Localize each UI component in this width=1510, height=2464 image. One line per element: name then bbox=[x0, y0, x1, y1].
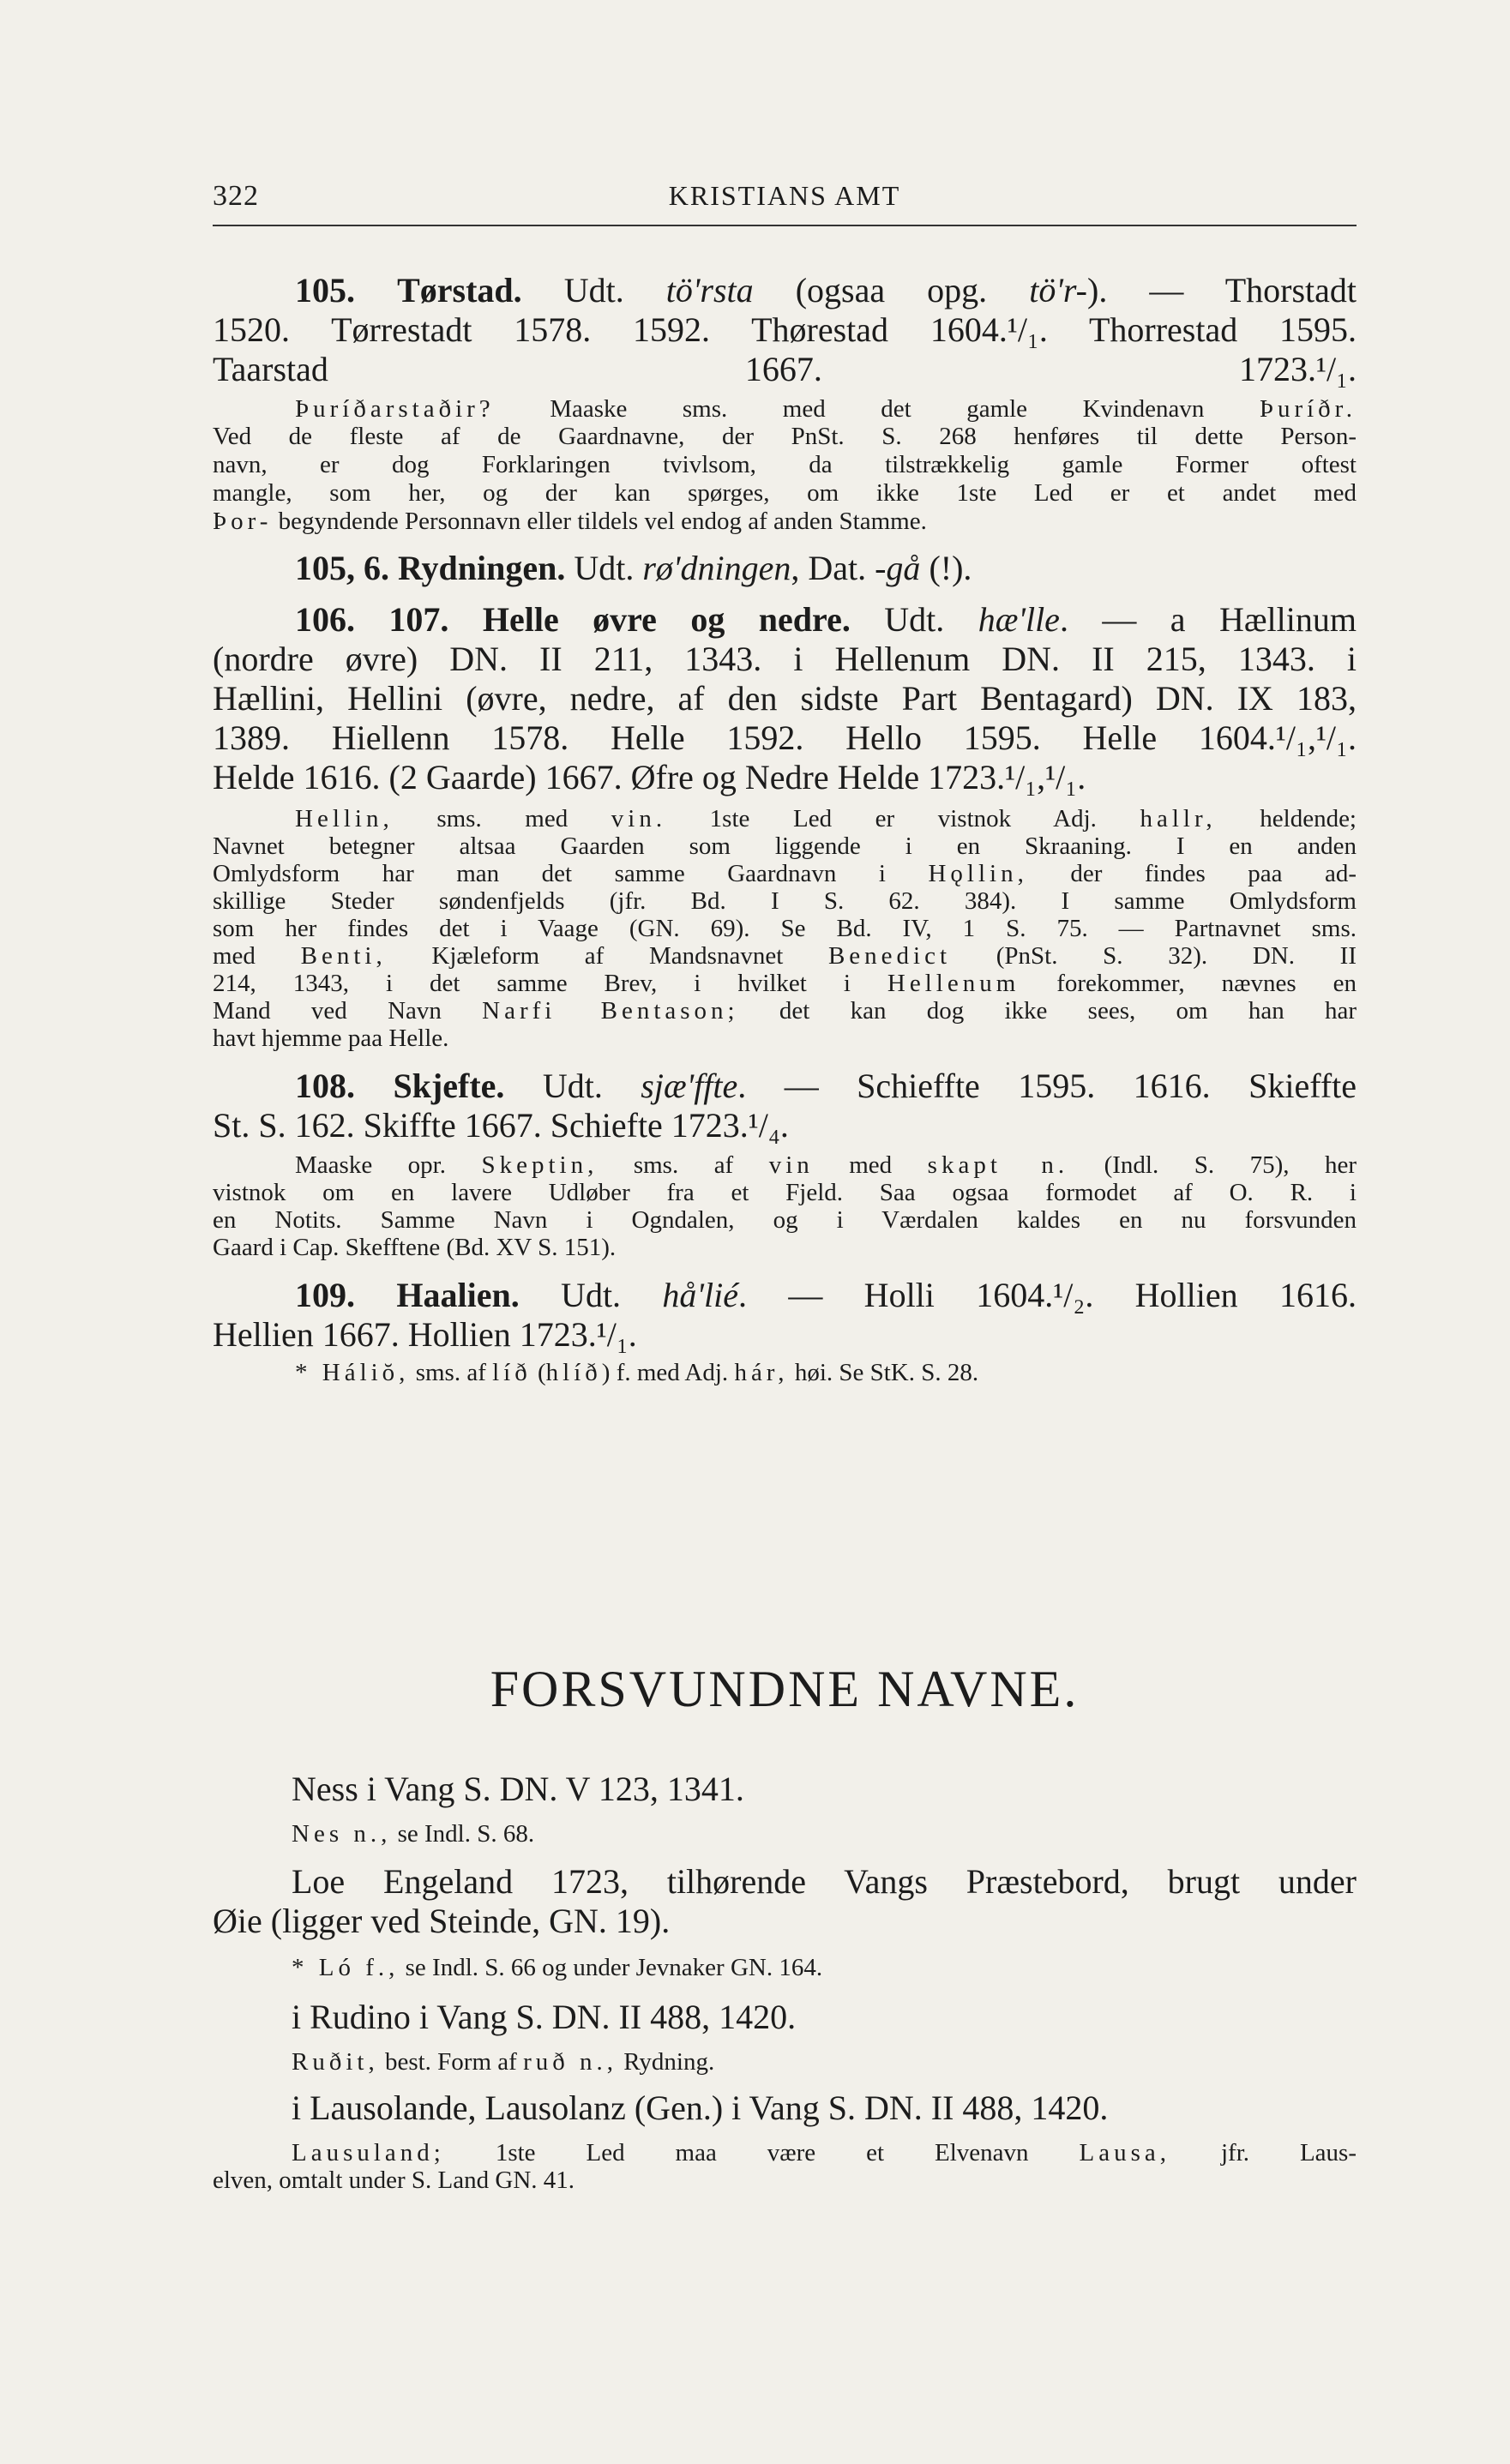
text-run: der findes paa ad- bbox=[1027, 860, 1357, 887]
section-title: FORSVUNDNE NAVNE. bbox=[490, 1661, 1080, 1717]
pronunciation: tö'r- bbox=[1029, 271, 1087, 310]
lost-name-line bbox=[213, 1862, 1357, 1902]
spaced-term: vin bbox=[768, 1151, 814, 1179]
entry-line bbox=[213, 422, 1357, 451]
text-run: ( bbox=[531, 1359, 546, 1386]
entry-line bbox=[213, 394, 1357, 424]
text-run: ). — Thorstadt bbox=[1087, 271, 1357, 310]
spaced-term: ruð n., bbox=[523, 2048, 617, 2076]
text-run bbox=[355, 1276, 396, 1314]
spaced-term: Nes n., bbox=[292, 1820, 392, 1848]
entry-line bbox=[213, 1233, 1357, 1262]
spaced-term: Ruðit, bbox=[292, 2048, 379, 2076]
entry-line bbox=[213, 758, 1357, 797]
spaced-term: líð bbox=[492, 1359, 532, 1386]
text-run: se Indl. S. 68. bbox=[391, 1820, 535, 1848]
text-run: høi. Se StK. S. 28. bbox=[788, 1359, 979, 1386]
text-run: Omlydsform har man det samme Gaardnavn i bbox=[213, 860, 929, 887]
spaced-term: Benti, bbox=[300, 942, 387, 970]
spaced-term: Þuríðr. bbox=[1259, 395, 1357, 423]
spaced-term: hlíð bbox=[545, 1359, 602, 1386]
entry-line bbox=[213, 969, 1357, 998]
entry-line bbox=[213, 1276, 1357, 1315]
text-run: ) f. med Adj. bbox=[601, 1359, 735, 1386]
lost-name-line bbox=[213, 2088, 1357, 2128]
text-run: Kjæleform af Mandsnavnet bbox=[386, 942, 828, 970]
text-run: sms. med bbox=[393, 805, 611, 832]
spaced-term: Þor- bbox=[213, 508, 273, 535]
pronunciation: -gå bbox=[875, 549, 921, 587]
entry-line bbox=[213, 1067, 1357, 1106]
text-run: jfr. Laus- bbox=[1170, 2139, 1357, 2167]
entry-line bbox=[213, 310, 1357, 350]
text-run bbox=[389, 549, 398, 587]
text-run: i Rudino i Vang S. DN. II 488, 1420. bbox=[292, 1998, 797, 2036]
text-run: 1389. Hiellenn 1578. Helle 1592. Hello 1595. Helle 1604.¹/₁,¹/₁. bbox=[213, 718, 1357, 757]
text-run: 1520. Tørrestadt 1578. 1592. Thørestad 1604.¹/₁. Thorrestad 1595. bbox=[213, 310, 1357, 349]
entry-line bbox=[213, 478, 1357, 508]
lost-name-line bbox=[213, 2047, 1357, 2076]
entry-line bbox=[213, 1024, 1357, 1053]
entry-line bbox=[213, 350, 1357, 389]
entry-heading: 105. bbox=[295, 271, 355, 310]
text-run: (PnSt. S. 32). DN. II bbox=[951, 942, 1357, 970]
spaced-term: Þuríðarstaðir? bbox=[295, 395, 495, 423]
text-run: Udt. bbox=[565, 549, 643, 587]
text-run: Udt. bbox=[519, 1276, 663, 1314]
text-run: Hællini, Hellini (øvre, nedre, af den sidste Part Bentagard) DN. IX 183, bbox=[213, 679, 1357, 718]
entry-heading: Skjefte. bbox=[393, 1067, 505, 1105]
running-title: KRISTIANS AMT bbox=[668, 180, 901, 211]
text-run: Navnet betegner altsaa Gaarden som liggende i en Skraaning. I en anden bbox=[213, 832, 1357, 860]
text-run: 214, 1343, i det samme Brev, i hvilket i bbox=[213, 970, 887, 997]
text-run bbox=[355, 1067, 393, 1105]
pronunciation: rø'dningen bbox=[642, 549, 791, 587]
text-run: sms. af bbox=[598, 1151, 769, 1179]
text-run: (ogsaa opg. bbox=[753, 271, 1030, 310]
spaced-term: Benedict bbox=[827, 942, 952, 970]
lost-name-line bbox=[213, 2166, 1357, 2195]
entry-line bbox=[213, 1205, 1357, 1235]
entry-line bbox=[213, 507, 1357, 536]
text-run: begyndende Personnavn eller tildels vel endog af anden Stamme. bbox=[272, 508, 927, 535]
lost-name-line bbox=[213, 1902, 1357, 1941]
text-run: 1ste Led er vistnok Adj. bbox=[666, 805, 1140, 832]
lost-name-line bbox=[213, 1819, 1357, 1848]
text-run: forekommer, nævnes en bbox=[1020, 970, 1357, 997]
text-run: (Indl. S. 75), her bbox=[1068, 1151, 1357, 1179]
text-run: vistnok om en lavere Udløber fra et Fjeld. Saa ogsaa formodet af O. R. i bbox=[213, 1179, 1357, 1206]
text-run: som her findes det i Vaage (GN. 69). Se Bd. IV, 1 S. 75. — Partnavnet sms. bbox=[213, 915, 1357, 942]
text-run: med bbox=[213, 942, 301, 970]
spaced-term: hár, bbox=[734, 1359, 789, 1386]
entry-line bbox=[213, 1315, 1357, 1355]
entry-line bbox=[213, 1151, 1357, 1180]
text-run: Ved de fleste af de Gaardnavne, der PnSt. S. 268 henføres til dette Person- bbox=[213, 423, 1357, 450]
spaced-term: vin. bbox=[611, 805, 667, 832]
entry-line bbox=[213, 886, 1357, 916]
text-run: en Notits. Samme Navn i Ogndalen, og i Værdalen kaldes en nu forsvunden bbox=[213, 1206, 1357, 1234]
text-run: skillige Steder søndenfjelds (jfr. Bd. I S. 62. 384). I samme Omlydsform bbox=[213, 887, 1357, 915]
entry-heading: 106. 107. bbox=[295, 600, 449, 639]
spaced-term: * Háliŏ, bbox=[295, 1359, 410, 1386]
spaced-term: Hǫllin, bbox=[928, 860, 1028, 887]
text-run: Udt. bbox=[850, 600, 978, 639]
entry-line bbox=[213, 718, 1357, 758]
spaced-term: Lausuland; bbox=[292, 2139, 445, 2167]
spaced-term: Hellin, bbox=[295, 805, 394, 832]
text-run: , Dat. bbox=[791, 549, 875, 587]
entry-line bbox=[213, 600, 1357, 640]
entry-line bbox=[213, 941, 1357, 971]
running-header bbox=[213, 177, 1357, 226]
text-run: Hellien 1667. Hollien 1723.¹/₁. bbox=[213, 1315, 637, 1354]
text-run: Taarstad 1667. 1723.¹/₁. bbox=[213, 350, 1357, 388]
text-run: (nordre øvre) DN. II 211, 1343. i Hellenum DN. II 215, 1343. i bbox=[213, 640, 1357, 678]
text-run: det kan dog ikke sees, om han har bbox=[738, 997, 1357, 1025]
entry-line bbox=[213, 450, 1357, 479]
pronunciation: hå'lié bbox=[662, 1276, 738, 1314]
entry-line bbox=[213, 640, 1357, 679]
text-run: mangle, som her, og der kan spørges, om ikke 1ste Led er et andet med bbox=[213, 479, 1357, 507]
entry-line bbox=[213, 549, 1357, 588]
entry-heading: Rydningen. bbox=[398, 549, 566, 587]
spaced-term: Lausa, bbox=[1079, 2139, 1171, 2167]
entry-heading: 105, 6. bbox=[295, 549, 389, 587]
text-run: Øie (ligger ved Steinde, GN. 19). bbox=[213, 1902, 671, 1940]
lost-name-line bbox=[213, 1770, 1357, 1809]
lost-name-line bbox=[213, 2138, 1357, 2167]
text-run: heldende; bbox=[1216, 805, 1357, 832]
lost-name-line bbox=[213, 1953, 1357, 1982]
entry-line bbox=[213, 859, 1357, 888]
text-run bbox=[355, 271, 397, 310]
page-number: 322 bbox=[213, 180, 259, 212]
entry-line bbox=[213, 804, 1357, 833]
entry-line bbox=[213, 271, 1357, 310]
spaced-term: hallr, bbox=[1140, 805, 1217, 832]
text-run: Maaske sms. med det gamle Kvindenavn bbox=[494, 395, 1260, 423]
text-run: med bbox=[813, 1151, 928, 1179]
text-run: . — Schieffte 1595. 1616. Skieffte bbox=[737, 1067, 1357, 1105]
text-run: Loe Engeland 1723, tilhørende Vangs Præstebord, brugt under bbox=[292, 1862, 1357, 1901]
entry-line bbox=[213, 832, 1357, 861]
entry-heading: Tørstad. bbox=[397, 271, 522, 310]
entry-line bbox=[213, 1106, 1357, 1145]
text-run bbox=[448, 600, 482, 639]
text-run: Mand ved Navn bbox=[213, 997, 483, 1025]
lost-name-line bbox=[213, 1998, 1357, 2037]
spaced-term: skapt n. bbox=[927, 1151, 1069, 1179]
text-run: Udt. bbox=[504, 1067, 641, 1105]
entry-line bbox=[213, 1358, 1357, 1387]
pronunciation: hæ'lle bbox=[978, 600, 1060, 639]
text-run: Maaske opr. bbox=[295, 1151, 482, 1179]
spaced-term: Skeptin, bbox=[481, 1151, 599, 1179]
entry-heading: 109. bbox=[295, 1276, 355, 1314]
text-run: 1ste Led maa være et Elvenavn bbox=[444, 2139, 1080, 2167]
entry-line bbox=[213, 914, 1357, 943]
text-run: . — a Hællinum bbox=[1059, 600, 1357, 639]
entry-line bbox=[213, 996, 1357, 1025]
text-run: elven, omtalt under S. Land GN. 41. bbox=[213, 2167, 575, 2194]
spaced-term: Narfi Bentason; bbox=[482, 997, 739, 1025]
entry-heading: Helle øvre og nedre. bbox=[482, 600, 851, 639]
entry-heading: Haalien. bbox=[396, 1276, 520, 1314]
text-run: . — Holli 1604.¹/₂. Hollien 1616. bbox=[737, 1276, 1357, 1314]
text-run: Helde 1616. (2 Gaarde) 1667. Øfre og Nedre Helde 1723.¹/₁,¹/₁. bbox=[213, 758, 1086, 796]
text-run: Udt. bbox=[521, 271, 666, 310]
text-run: Rydning. bbox=[617, 2048, 715, 2076]
spaced-term: * Ló f., bbox=[292, 1954, 400, 1981]
spaced-term: Hellenum bbox=[887, 970, 1020, 997]
pronunciation: sjæ'ffte bbox=[641, 1067, 738, 1105]
text-run: sms. af bbox=[409, 1359, 493, 1386]
text-run: (!). bbox=[920, 549, 972, 587]
entry-line bbox=[213, 679, 1357, 718]
text-run: se Indl. S. 66 og under Jevnaker GN. 164. bbox=[399, 1954, 823, 1981]
text-run: St. S. 162. Skiffte 1667. Schiefte 1723.¹/₄. bbox=[213, 1106, 789, 1145]
pronunciation: tö'rsta bbox=[665, 271, 754, 310]
text-run: i Lausolande, Lausolanz (Gen.) i Vang S. DN. II 488, 1420. bbox=[292, 2088, 1109, 2127]
entry-heading: 108. bbox=[295, 1067, 355, 1105]
text-run: havt hjemme paa Helle. bbox=[213, 1025, 449, 1052]
text-run: best. Form af bbox=[378, 2048, 524, 2076]
entry-line bbox=[213, 1178, 1357, 1207]
text-run: Gaard i Cap. Skefftene (Bd. XV S. 151). bbox=[213, 1234, 617, 1261]
text-run: Ness i Vang S. DN. V 123, 1341. bbox=[292, 1770, 744, 1808]
text-run: navn, er dog Forklaringen tvivlsom, da tilstrækkelig gamle Former oftest bbox=[213, 451, 1357, 478]
